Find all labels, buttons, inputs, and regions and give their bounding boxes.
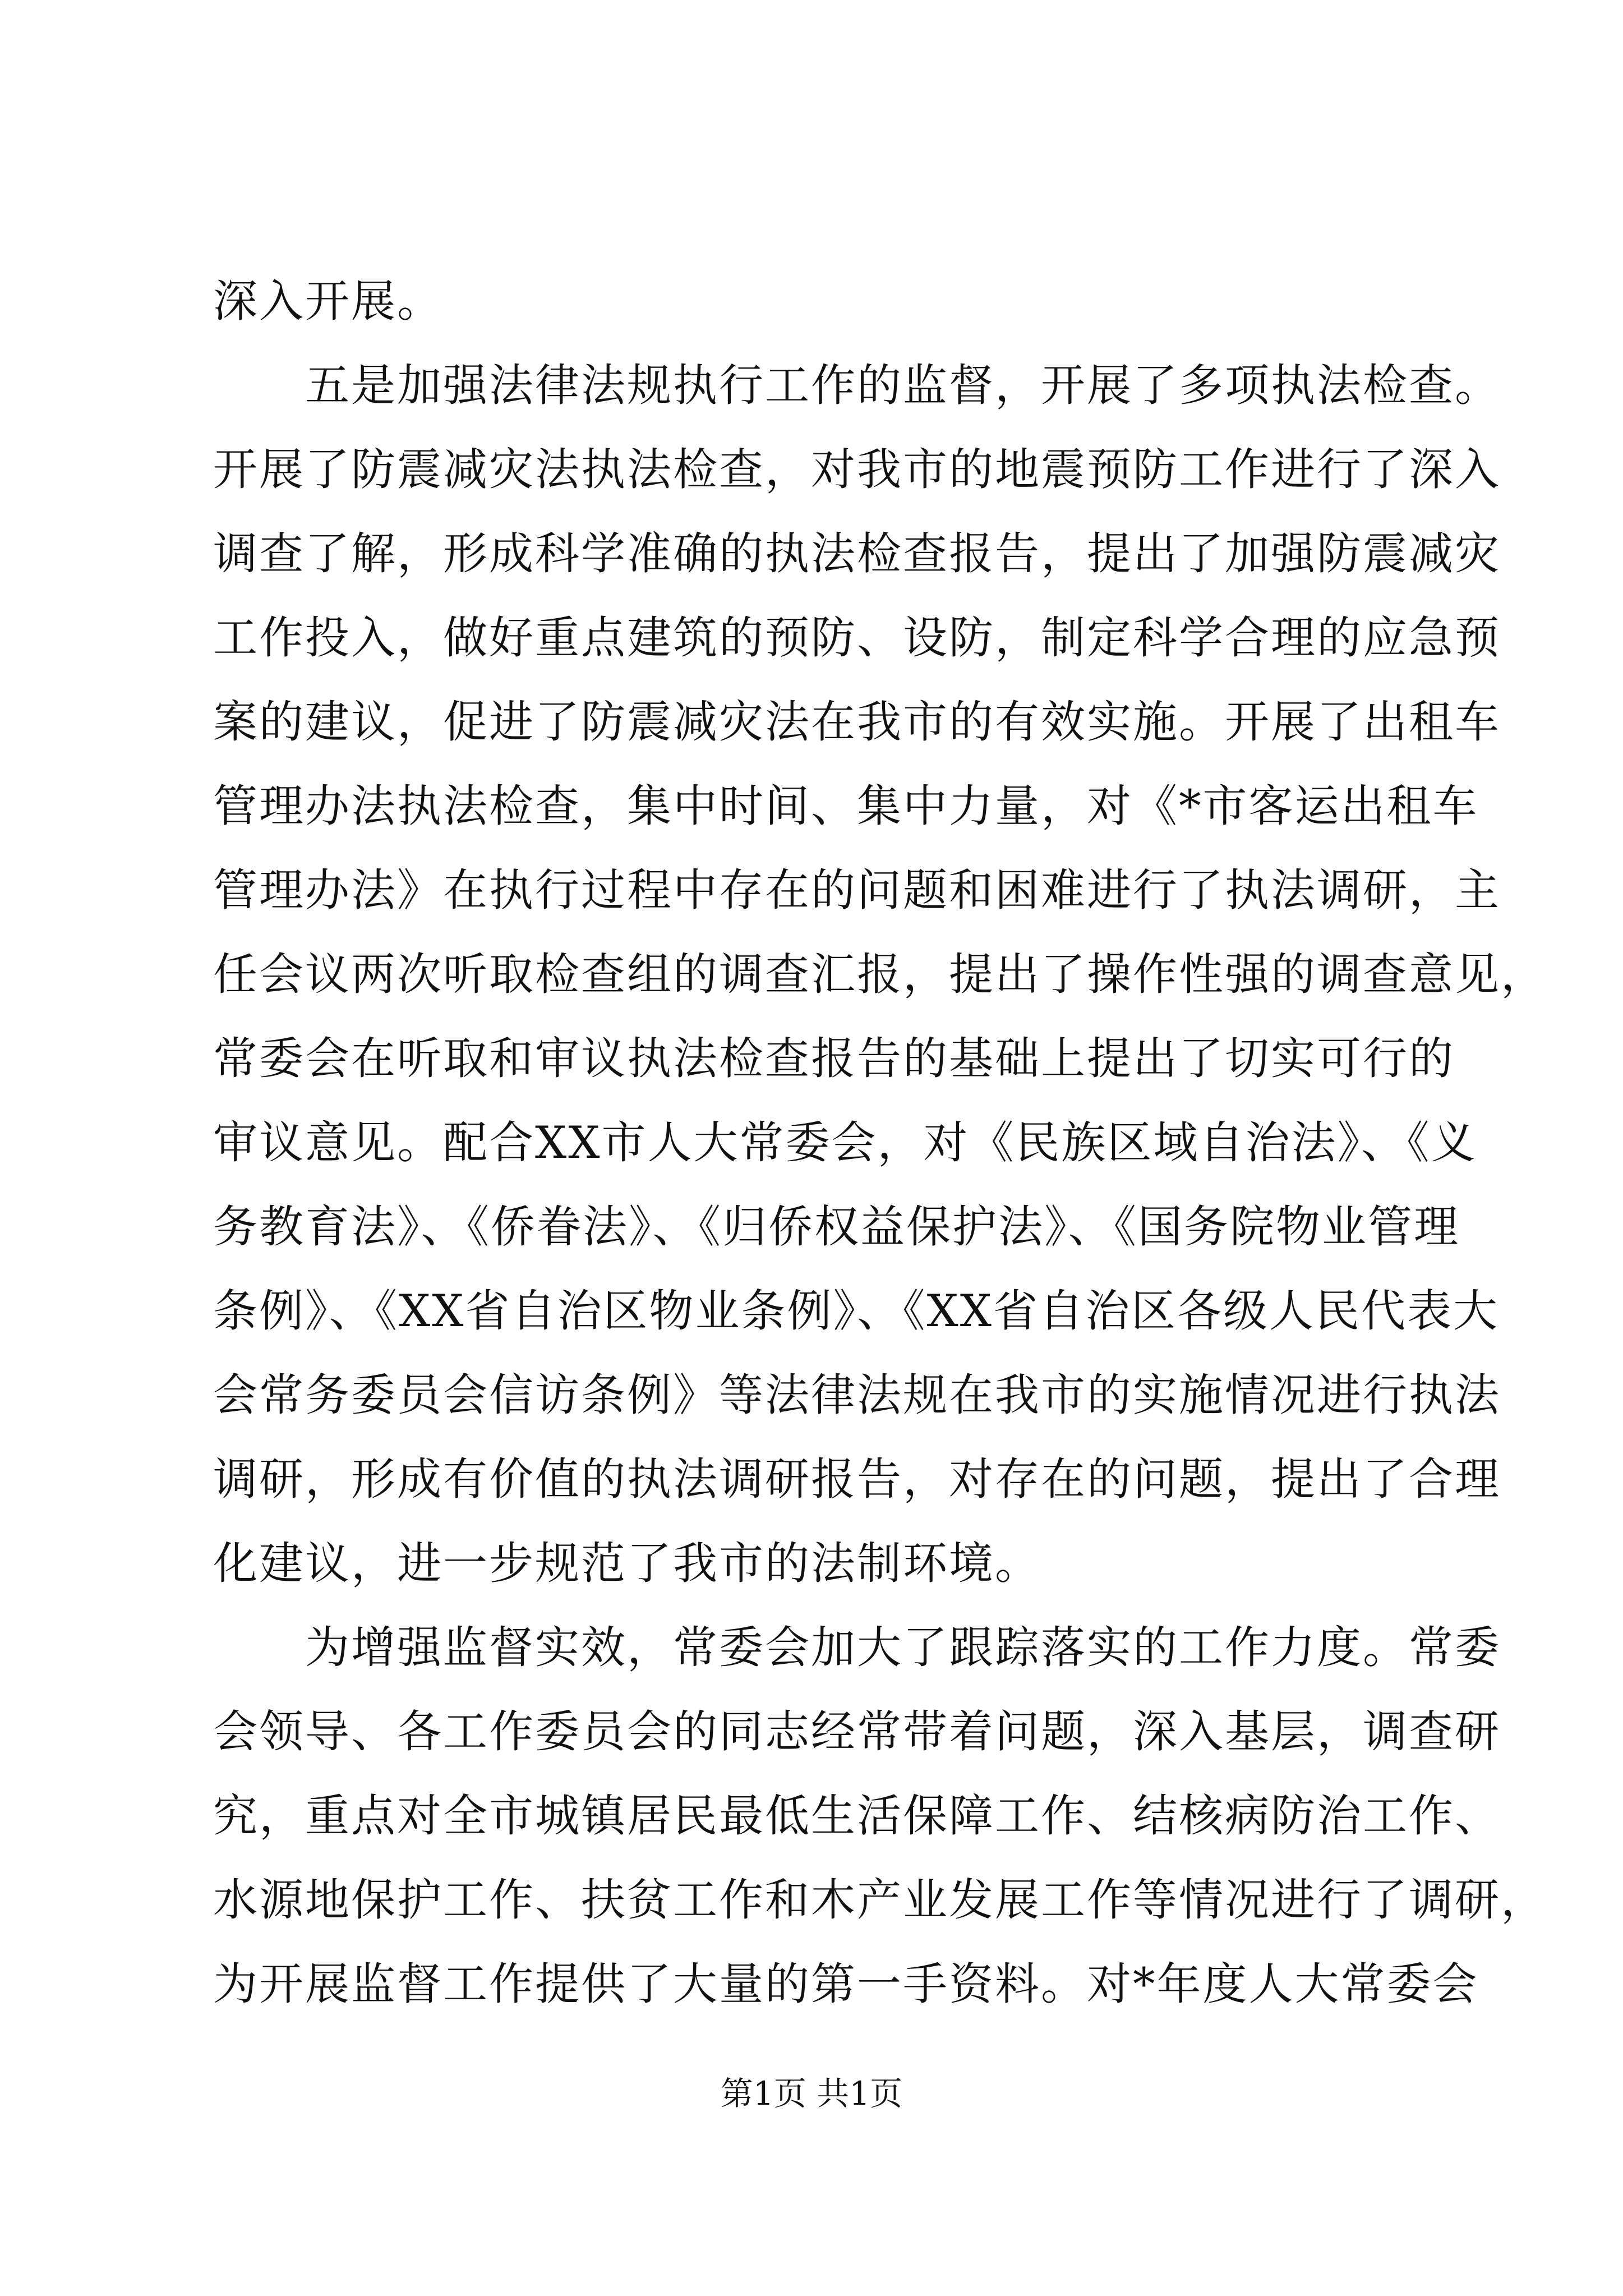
text-line: 调研，形成有价值的执法调研报告，对存在的问题，提出了合理: [213, 1453, 1501, 1505]
text-line: 常委会在听取和审议执法检查报告的基础上提出了切实可行的: [213, 1033, 1455, 1084]
text-line: 案的建议，促进了防震减灾法在我市的有效实施。开展了出租车: [213, 696, 1501, 748]
text-line: 管理办法执法检查，集中时间、集中力量，对《*市客运出租车: [213, 780, 1479, 832]
text-line: 水源地保护工作、扶贫工作和木产业发展工作等情况进行了调研，: [213, 1874, 1547, 1926]
text-line: 化建议，进一步规范了我市的法制环境。: [213, 1538, 1041, 1589]
text-line: 务教育法》、《侨眷法》、《归侨权益保护法》、《国务院物业管理: [213, 1201, 1460, 1253]
text-line: 审议意见。配合XX市人大常委会，对《民族区域自治法》、《义: [213, 1117, 1477, 1168]
text-line: 开展了防震减灾法执法检查，对我市的地震预防工作进行了深入: [213, 444, 1501, 495]
text-line: 调查了解，形成科学准确的执法检查报告，提出了加强防震减灾: [213, 528, 1501, 579]
text-line: 条例》、《XX省自治区物业条例》、《XX省自治区各级人民代表大: [213, 1285, 1499, 1337]
text-line: 深入开展。: [213, 275, 443, 327]
text-line: 究，重点对全市城镇居民最低生活保障工作、结核病防治工作、: [213, 1790, 1501, 1842]
text-line: 为开展监督工作提供了大量的第一手资料。对*年度人大常委会: [213, 1958, 1479, 2010]
paragraph-start-line: 五是加强法律法规执行工作的监督，开展了多项执法检查。: [305, 360, 1501, 411]
paragraph-start-line: 为增强监督实效，常委会加大了跟踪落实的工作力度。常委: [305, 1622, 1501, 1673]
document-body: [213, 259, 1547, 2026]
text-line: 任会议两次听取检查组的调查汇报，提出了操作性强的调查意见，: [213, 949, 1547, 1000]
text-line: 管理办法》在执行过程中存在的问题和困难进行了执法调研，主: [213, 864, 1501, 916]
text-line: 工作投入，做好重点建筑的预防、设防，制定科学合理的应急预: [213, 612, 1501, 664]
page-number-footer: 第1页 共1页: [720, 2074, 903, 2113]
text-line: 会领导、各工作委员会的同志经常带着问题，深入基层，调查研: [213, 1706, 1501, 1757]
text-line: 会常务委员会信访条例》等法律法规在我市的实施情况进行执法: [213, 1369, 1501, 1421]
